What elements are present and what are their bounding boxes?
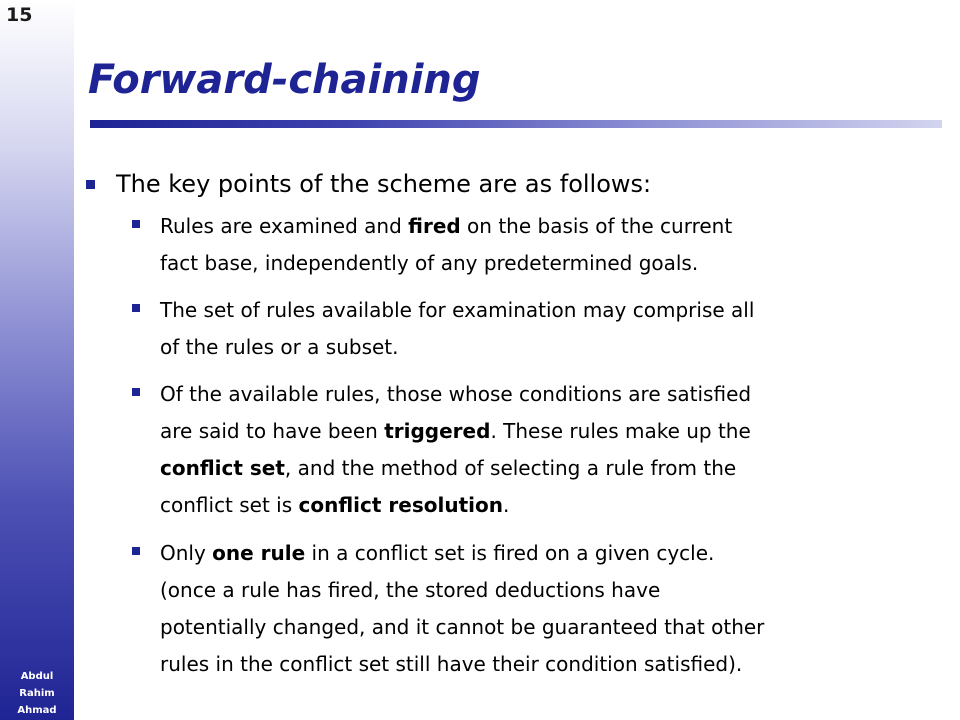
- text-segment: conflict set is: [160, 493, 299, 517]
- square-bullet-icon: [132, 547, 140, 555]
- author-middle-name: Rahim: [19, 688, 55, 699]
- sub-bullet: [132, 376, 892, 524]
- sub-bullet-line: [132, 413, 892, 450]
- sub-bullet-line: [132, 646, 892, 683]
- square-bullet-icon: [132, 388, 140, 396]
- square-bullet-icon: [86, 180, 95, 189]
- sub-bullet-line: [132, 245, 892, 282]
- author-last-name: Ahmad: [17, 705, 57, 716]
- sub-bullet: [132, 292, 892, 366]
- text-segment: rules in the conflict set still have their condition satisfied).: [160, 652, 743, 676]
- author-first-name: Abdul: [20, 671, 54, 682]
- sub-bullet: [132, 535, 892, 683]
- sub-bullet-line: [132, 535, 892, 572]
- text-segment: .: [502, 493, 510, 517]
- text-segment: potentially changed, and it cannot be guaranteed that other: [160, 615, 765, 639]
- main-bullet: [86, 164, 886, 204]
- slide-title: Forward-chaining: [88, 57, 481, 103]
- text-segment: Of the available rules, those whose conditions are satisfied: [160, 382, 752, 406]
- emphasized-term: conflict resolution: [298, 493, 503, 517]
- text-segment: on the basis of the current: [460, 214, 733, 238]
- text-segment: Only: [160, 541, 213, 565]
- emphasized-term: triggered: [384, 419, 491, 443]
- square-bullet-icon: [132, 220, 140, 228]
- square-bullet-icon: [132, 304, 140, 312]
- sub-bullet-line: [132, 572, 892, 609]
- sub-bullet-line: [132, 609, 892, 646]
- emphasized-term: one rule: [212, 541, 306, 565]
- text-segment: fact base, independently of any predetermined goals.: [160, 251, 699, 275]
- sub-bullet-line: [132, 292, 892, 329]
- text-segment: (once a rule has fired, the stored deductions have: [160, 578, 661, 602]
- slide-number: 15: [6, 4, 33, 26]
- sub-bullet-line: [132, 450, 892, 487]
- main-bullet-text: The key points of the scheme are as follows:: [116, 170, 652, 198]
- text-segment: Rules are examined and: [160, 214, 409, 238]
- sub-bullet-line: [132, 376, 892, 413]
- sub-bullet: [132, 208, 892, 282]
- text-segment: The set of rules available for examination may comprise all: [160, 298, 755, 322]
- text-segment: , and the method of selecting a rule from the: [284, 456, 737, 480]
- text-segment: are said to have been: [160, 419, 385, 443]
- emphasized-term: conflict set: [160, 456, 285, 480]
- sub-bullet-line: [132, 487, 892, 524]
- text-segment: in a conflict set is fired on a given cycle.: [305, 541, 715, 565]
- emphasized-term: fired: [408, 214, 461, 238]
- text-segment: . These rules make up the: [490, 419, 751, 443]
- sub-bullet-line: [132, 208, 892, 245]
- sub-bullet-line: [132, 329, 892, 366]
- text-segment: of the rules or a subset.: [160, 335, 399, 359]
